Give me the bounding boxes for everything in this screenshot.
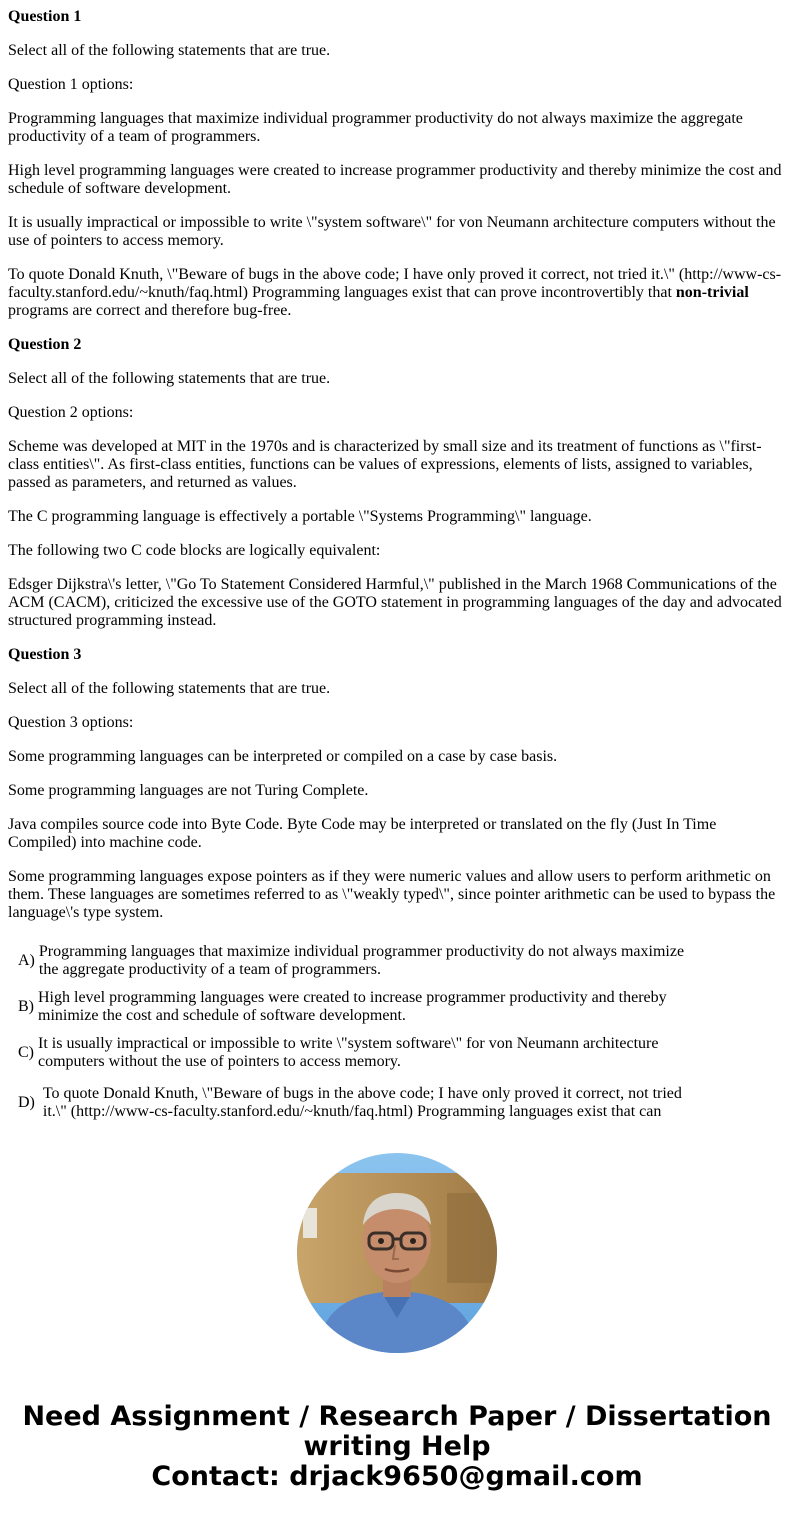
question-1-statement-2: High level programming languages were created to increase programmer productivity and thereby minimize the cost and schedule of software development.: [8, 162, 782, 197]
option-c-text: It is usually impractical or impossible to write \"system software\" for von Neumann architecture computers without the use of pointers to access memory.: [38, 1035, 659, 1070]
option-b-text: High level programming languages were created to increase programmer productivity and thereby minimize the cost and schedule of software development.: [38, 989, 667, 1024]
question-3-prompt: Select all of the following statements that are true.: [8, 680, 331, 697]
question-2-statement-2: The C programming language is effectively a portable \"Systems Programming\" language.: [8, 508, 592, 525]
question-3-statement-3: Java compiles source code into Byte Code. Byte Code may be interpreted or translated on the fly (Just In Time Compiled) into machine code.: [8, 816, 717, 851]
question-document: [8, 8, 786, 938]
option-c-letter: C): [18, 1044, 34, 1061]
option-a-text: Programming languages that maximize individual programmer productivity do not always maximize the aggregate productivity of a team of programmers.: [38, 943, 685, 978]
option-c[interactable]: [18, 1035, 698, 1071]
avatar: [297, 1153, 497, 1353]
statement-4-text-start: To quote Donald Knuth, \"Beware of bugs in the above code; I have only proved it correct, not tried it.\" (http://www-cs-faculty.stanford.edu/~knuth/faq.html) Programming languages exist that can prove incontrovertibly that: [8, 266, 782, 301]
option-d-letter: D): [18, 1094, 35, 1111]
question-2-options-label: Question 2 options:: [8, 404, 134, 421]
question-2-title: Question 2: [8, 336, 82, 353]
question-3-statement-2: Some programming languages are not Turing Complete.: [8, 782, 369, 799]
question-1-statement-1: Programming languages that maximize individual programmer productivity do not always maximize the aggregate productivity of a team of programmers.: [8, 110, 743, 145]
question-1-prompt: Select all of the following statements that are true.: [8, 42, 331, 59]
question-1-options-label: Question 1 options:: [8, 76, 134, 93]
statement-4-text-end: programs are correct and therefore bug-free.: [8, 302, 292, 319]
option-d-text: To quote Donald Knuth, \"Beware of bugs in the above code; I have only proved it correct, not tried it.\" (http://www-cs-faculty.stanford.edu/~knuth/faq.html) Programming languages exist that can: [42, 1085, 682, 1120]
promo-line-2: writing Help: [303, 1431, 491, 1462]
question-1-statement-4: [8, 266, 786, 320]
question-2-prompt: Select all of the following statements that are true.: [8, 370, 331, 387]
question-3-statement-1: Some programming languages can be interpreted or compiled on a case by case basis.: [8, 748, 558, 765]
promo-contact-line: Contact: drjack9650@gmail.com: [151, 1461, 643, 1492]
question-2-statement-1: Scheme was developed at MIT in the 1970s and is characterized by small size and its treatment of functions as \"first-class entities\". As first-class entities, functions can be values of expressions, elements of lists, assigned to variables, passed as parameters, and returned as values.: [8, 438, 762, 491]
question-3-title: Question 3: [8, 646, 82, 663]
question-2-statement-3: The following two C code blocks are logically equivalent:: [8, 542, 381, 559]
question-1-statement-3: It is usually impractical or impossible to write \"system software\" for von Neumann architecture computers without the use of pointers to access memory.: [8, 214, 776, 249]
option-a[interactable]: [18, 943, 698, 979]
promo-banner: [0, 1402, 794, 1492]
option-d[interactable]: [18, 1085, 698, 1121]
promo-line-1: Need Assignment / Research Paper / Dissertation: [22, 1401, 772, 1432]
portrait-photo: [297, 1153, 497, 1353]
question-2-statement-4: Edsger Dijkstra\'s letter, \"Go To Statement Considered Harmful,\" published in the March 1968 Communications of the ACM (CACM), criticized the excessive use of the GOTO statement in programming languages of the day and advocated structured programming instead.: [8, 576, 782, 629]
option-b-letter: B): [18, 998, 34, 1015]
statement-4-bold-term: non-trivial: [675, 284, 749, 301]
question-3-statement-4: Some programming languages expose pointers as if they were numeric values and allow users to perform arithmetic on them. These languages are sometimes referred to as \"weakly typed\", since pointer arithmetic can be used to bypass the language\'s type system.: [8, 868, 776, 921]
question-1-title: Question 1: [8, 8, 82, 25]
answer-options: [18, 943, 698, 1121]
option-b[interactable]: [18, 989, 698, 1025]
option-a-letter: A): [18, 952, 35, 969]
question-3-options-label: Question 3 options:: [8, 714, 134, 731]
